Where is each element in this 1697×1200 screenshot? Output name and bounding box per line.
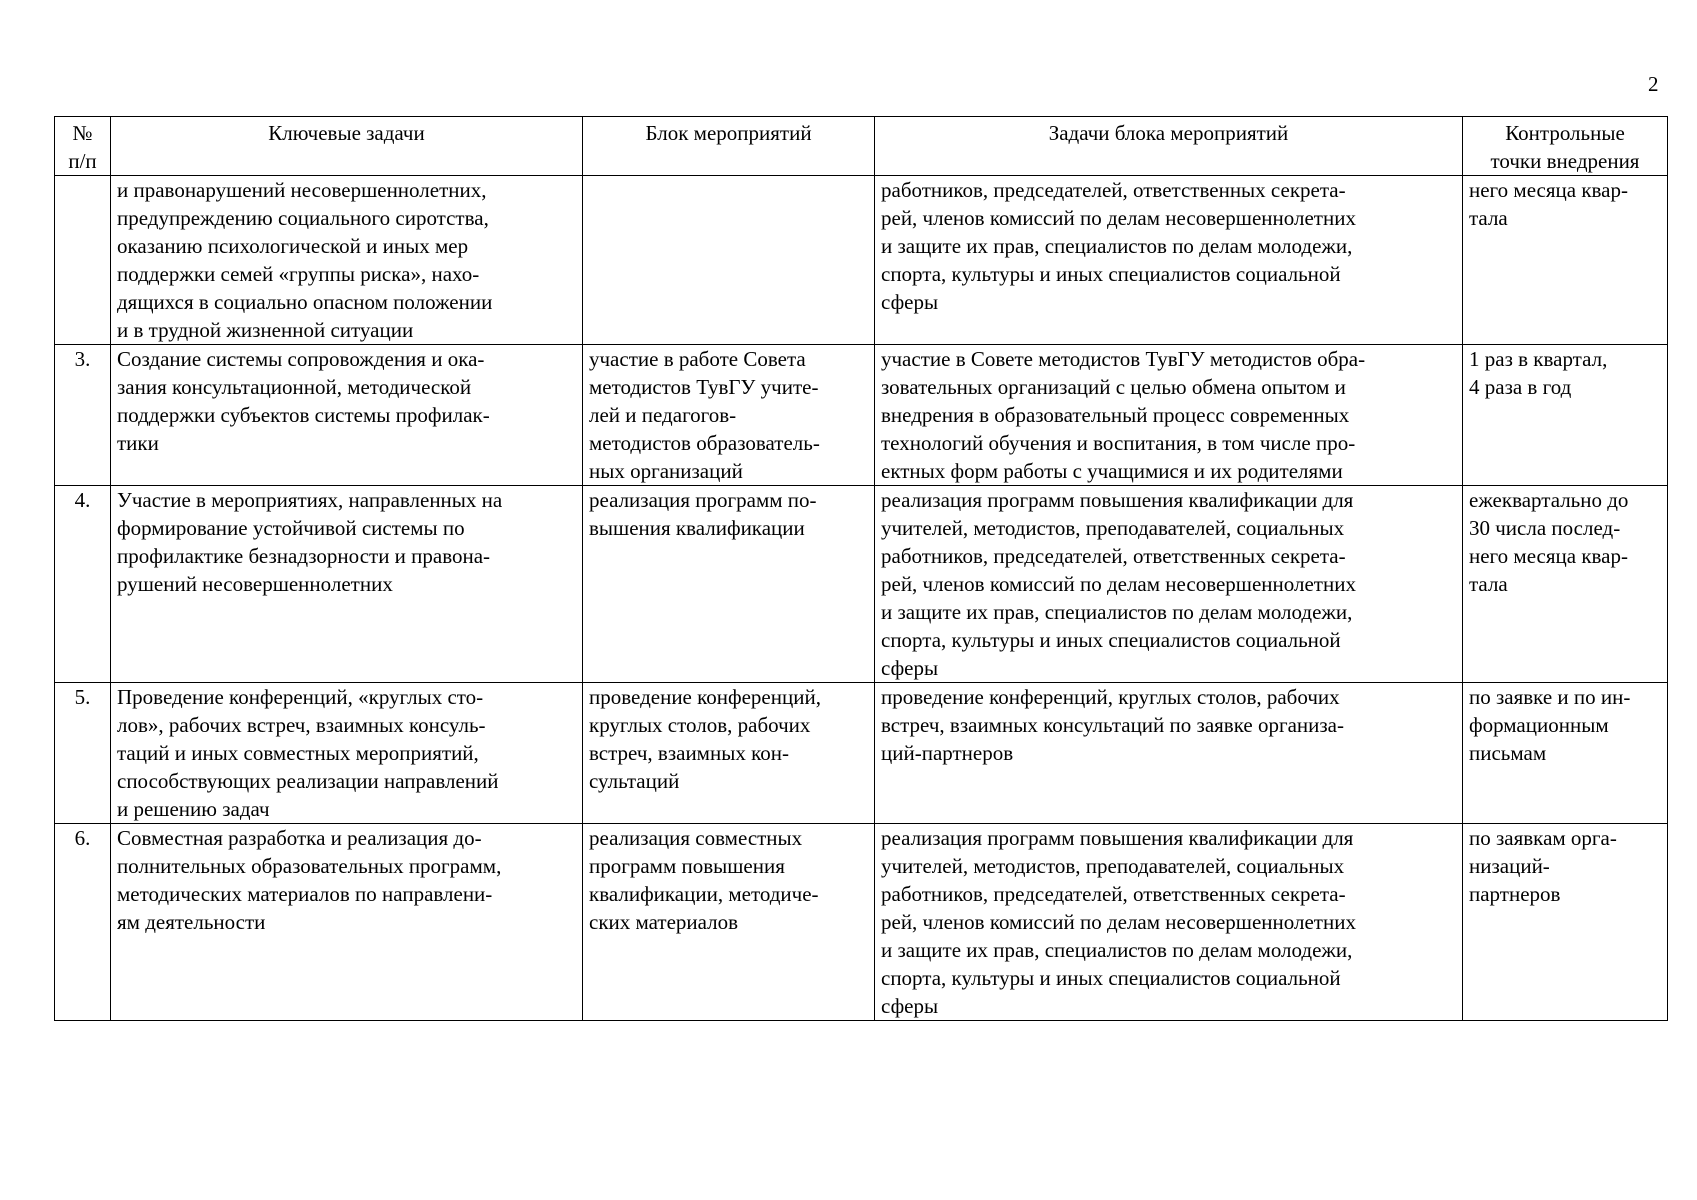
table-row <box>55 486 1668 683</box>
cell-text-line: ям деятельности <box>117 910 266 934</box>
cell-text-line: внедрения в образовательный процесс современных <box>881 403 1350 427</box>
cell-text-line: лей и педагогов- <box>589 403 737 427</box>
cell-text-line: встреч, взаимных консультаций по заявке организа- <box>881 713 1344 737</box>
cell-key-tasks <box>111 683 583 824</box>
cell-text-line: поддержки субъектов системы профилак- <box>117 403 490 427</box>
header-checkpoints: Контрольные точки внедрения <box>1463 117 1668 176</box>
cell-text-line: реализация программ по- <box>589 488 817 512</box>
header-number: № п/п <box>55 117 111 176</box>
cell-event-block <box>583 345 875 486</box>
cell-text-line: методических материалов по направлени- <box>117 882 493 906</box>
cell-key-tasks <box>111 176 583 345</box>
cell-text-line: реализация программ повышения квалификации для <box>881 488 1354 512</box>
cell-text-line: и защите их прав, специалистов по делам молодежи, <box>881 938 1353 962</box>
cell-text-line: и защите их прав, специалистов по делам молодежи, <box>881 234 1353 258</box>
cell-text-line: встреч, взаимных кон- <box>589 741 789 765</box>
cell-block-tasks <box>875 824 1463 1021</box>
cell-text-line: сферы <box>881 656 939 680</box>
row-number: 3. <box>74 347 91 371</box>
cell-text-line: ежеквартально до <box>1469 488 1629 512</box>
cell-text-line: проведение конференций, круглых столов, рабочих <box>881 685 1340 709</box>
cell-text-line: партнеров <box>1469 882 1561 906</box>
cell-text-line: проведение конференций, <box>589 685 821 709</box>
cell-text-line: учителей, методистов, преподавателей, социальных <box>881 516 1345 540</box>
table-row <box>55 176 1668 345</box>
cell-text-line: него месяца квар- <box>1469 544 1628 568</box>
cell-text-line: тики <box>117 431 159 455</box>
cell-event-block <box>583 486 875 683</box>
cell-text-line: оказанию психологической и иных мер <box>117 234 469 258</box>
cell-text-line: программ повышения <box>589 854 785 878</box>
cell-block-tasks <box>875 345 1463 486</box>
cell-text-line: сферы <box>881 290 939 314</box>
cell-text-line: работников, председателей, ответственных секрета- <box>881 544 1346 568</box>
cell-text-line: сферы <box>881 994 939 1018</box>
cell-text-line: рей, членов комиссий по делам несовершеннолетних <box>881 206 1356 230</box>
header-event-block: Блок мероприятий <box>583 117 875 176</box>
cell-text-line: и решению задач <box>117 797 270 821</box>
cell-text-line: него месяца квар- <box>1469 178 1628 202</box>
cell-text-line: рей, членов комиссий по делам несовершеннолетних <box>881 910 1356 934</box>
table-row <box>55 345 1668 486</box>
cell-text-line: ных организаций <box>589 459 743 483</box>
cell-text-line: по заявкам орга- <box>1469 826 1617 850</box>
cell-checkpoints <box>1463 176 1668 345</box>
cell-text-line: письмам <box>1469 741 1547 765</box>
table-row <box>55 683 1668 824</box>
cell-text-line: таций и иных совместных мероприятий, <box>117 741 479 765</box>
cell-event-block <box>583 683 875 824</box>
header-block-tasks: Задачи блока мероприятий <box>875 117 1463 176</box>
cell-number <box>55 824 111 1021</box>
cell-block-tasks <box>875 176 1463 345</box>
row-number: 4. <box>74 488 91 512</box>
cell-text-line: 30 числа послед- <box>1469 516 1621 540</box>
cell-text-line: поддержки семей «группы риска», нахо- <box>117 262 480 286</box>
cell-text-line: тала <box>1469 572 1508 596</box>
cell-text-line: и правонарушений несовершеннолетних, <box>117 178 487 202</box>
cell-event-block <box>583 176 875 345</box>
cell-block-tasks <box>875 486 1463 683</box>
cell-text-line: зания консультационной, методической <box>117 375 472 399</box>
row-number: 5. <box>74 685 91 709</box>
page-number: 2 <box>1648 72 1659 96</box>
cell-text-line: Создание системы сопровождения и ока- <box>117 347 485 371</box>
cell-text-line: дящихся в социально опасном положении <box>117 290 493 314</box>
cell-text-line: технологий обучения и воспитания, в том числе про- <box>881 431 1356 455</box>
cell-text-line: сультаций <box>589 769 680 793</box>
header-key-tasks: Ключевые задачи <box>111 117 583 176</box>
cell-number <box>55 683 111 824</box>
cell-text-line: Участие в мероприятиях, направленных на <box>117 488 503 512</box>
cell-text-line: тала <box>1469 206 1508 230</box>
cell-text-line: способствующих реализации направлений <box>117 769 499 793</box>
cell-text-line: квалификации, методиче- <box>589 882 819 906</box>
cell-number <box>55 176 111 345</box>
cell-text-line: участие в Совете методистов ТувГУ методистов обра- <box>881 347 1366 371</box>
cell-text-line: круглых столов, рабочих <box>589 713 811 737</box>
cell-text-line: ектных форм работы с учащимися и их родителями <box>881 459 1343 483</box>
cell-key-tasks <box>111 486 583 683</box>
cell-text-line: реализация программ повышения квалификации для <box>881 826 1354 850</box>
table-row <box>55 824 1668 1021</box>
cell-text-line: профилактике безнадзорности и правона- <box>117 544 491 568</box>
cell-text-line: ских материалов <box>589 910 739 934</box>
cell-text-line: лов», рабочих встреч, взаимных консуль- <box>117 713 486 737</box>
row-number: 6. <box>74 826 91 850</box>
cell-text-line: и защите их прав, специалистов по делам молодежи, <box>881 600 1353 624</box>
cell-text-line: работников, председателей, ответственных секрета- <box>881 178 1346 202</box>
cell-key-tasks <box>111 345 583 486</box>
cell-text-line: методистов ТувГУ учите- <box>589 375 819 399</box>
cell-text-line: Совместная разработка и реализация до- <box>117 826 482 850</box>
cell-text-line: вышения квалификации <box>589 516 805 540</box>
cell-text-line: ций-партнеров <box>881 741 1014 765</box>
cell-text-line: 4 раза в год <box>1469 375 1572 399</box>
cell-text-line: реализация совместных <box>589 826 803 850</box>
cell-checkpoints <box>1463 683 1668 824</box>
cell-text-line: низаций- <box>1469 854 1550 878</box>
cell-checkpoints <box>1463 486 1668 683</box>
cell-text-line: спорта, культуры и иных специалистов социальной <box>881 966 1341 990</box>
cell-text-line: и в трудной жизненной ситуации <box>117 318 414 342</box>
cell-text-line: предупреждению социального сиротства, <box>117 206 489 230</box>
cell-checkpoints <box>1463 345 1668 486</box>
table-header-row <box>55 117 1668 176</box>
cell-text-line: формирование устойчивой системы по <box>117 516 465 540</box>
cell-text-line: 1 раз в квартал, <box>1469 347 1608 371</box>
cell-text-line: участие в работе Совета <box>589 347 806 371</box>
cell-text-line: рушений несовершеннолетних <box>117 572 393 596</box>
cell-text-line: полнительных образовательных программ, <box>117 854 502 878</box>
cell-number <box>55 345 111 486</box>
cell-number <box>55 486 111 683</box>
cell-text-line: работников, председателей, ответственных секрета- <box>881 882 1346 906</box>
cell-text-line: формационным <box>1469 713 1609 737</box>
cell-event-block <box>583 824 875 1021</box>
cell-text-line: зовательных организаций с целью обмена опытом и <box>881 375 1346 399</box>
cell-text-line: спорта, культуры и иных специалистов социальной <box>881 262 1341 286</box>
cell-text-line: по заявке и по ин- <box>1469 685 1631 709</box>
activities-table <box>54 116 1668 1021</box>
cell-text-line: спорта, культуры и иных специалистов социальной <box>881 628 1341 652</box>
cell-text-line: методистов образователь- <box>589 431 820 455</box>
cell-text-line: рей, членов комиссий по делам несовершеннолетних <box>881 572 1356 596</box>
cell-block-tasks <box>875 683 1463 824</box>
cell-text-line: учителей, методистов, преподавателей, социальных <box>881 854 1345 878</box>
cell-key-tasks <box>111 824 583 1021</box>
cell-checkpoints <box>1463 824 1668 1021</box>
cell-text-line: Проведение конференций, «круглых сто- <box>117 685 484 709</box>
